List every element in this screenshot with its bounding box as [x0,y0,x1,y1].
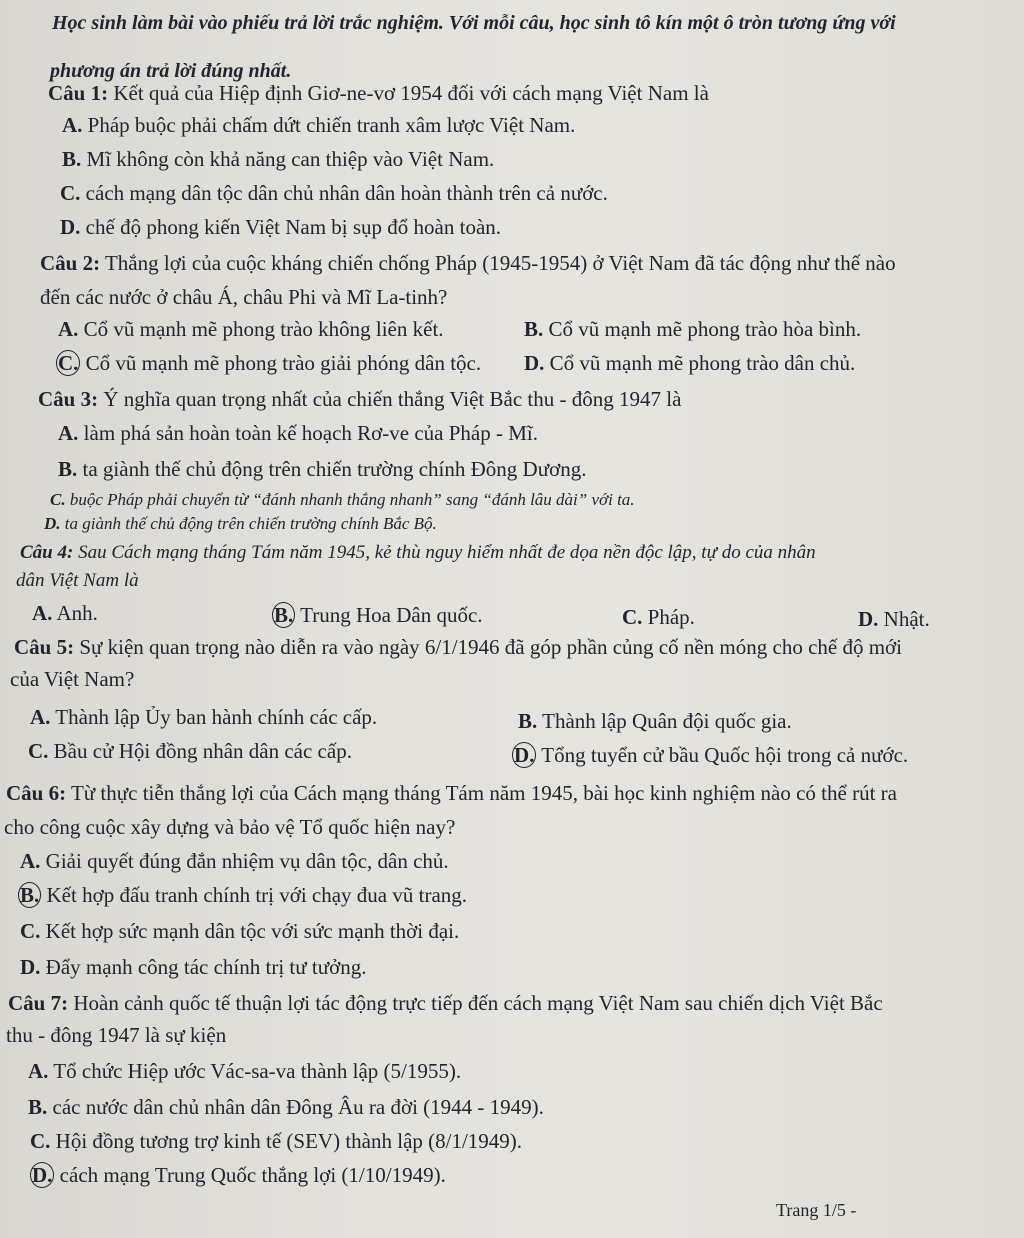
question-text: Ý nghĩa quan trọng nhất của chiến thắng Việt Bắc thu - đông 1947 là [98,387,682,411]
option-label: A. [58,421,79,445]
option-label: D. [20,955,41,979]
option-text: Pháp. [642,605,695,629]
option-label: C. [30,1129,51,1153]
option-label: C. [622,605,643,629]
option-text: Hội đồng tương trợ kinh tế (SEV) thành lập (8/1/1949). [50,1129,523,1153]
question-7-line-2: thu - đông 1947 là sự kiện [6,1023,227,1047]
question-2 [40,250,896,276]
option-label: C. [50,490,66,509]
option-label: A. [62,113,83,137]
question-1 [48,80,709,106]
option-label: B. [28,1095,48,1119]
option-text: Thành lập Ủy ban hành chính các cấp. [50,705,378,729]
option-label: A. [58,317,79,341]
option-label: B. [518,709,538,733]
option-text: cách mạng Trung Quốc thắng lợi (1/10/1949). [54,1163,446,1187]
option-6c [20,918,459,944]
question-7 [8,990,883,1016]
option-label: A. [30,705,51,729]
option-text: Thành lập Quân đội quốc gia. [537,709,792,733]
option-text: Trung Hoa Dân quốc. [295,603,483,627]
option-text: các nước dân chủ nhân dân Đông Âu ra đời (1944 - 1949). [47,1095,544,1119]
question-text: Kết quả của Hiệp định Giơ-ne-vơ 1954 đối với cách mạng Việt Nam là [108,81,709,105]
option-text: cách mạng dân tộc dân chủ nhân dân hoàn thành trên cả nước. [80,181,608,205]
question-number: Câu 2: [40,251,101,275]
option-label: C. [58,351,79,375]
option-label: A. [20,849,41,873]
option-label: D. [514,743,535,767]
option-3b [58,456,586,482]
option-3d [44,511,437,537]
option-2d [524,350,855,376]
option-text: Cổ vũ mạnh mẽ phong trào không liên kết. [78,317,444,341]
option-1d [60,214,501,240]
option-label: D. [32,1163,53,1187]
option-label: A. [28,1059,49,1083]
option-text: Anh. [52,601,98,625]
instructions-line-1: Học sinh làm bài vào phiếu trả lời trắc nghiệm. Với mỗi câu, học sinh tô kín một ô tròn tương ứng với [52,12,896,34]
option-6b [18,882,467,908]
option-text: chế độ phong kiến Việt Nam bị sụp đổ hoàn toàn. [80,215,502,239]
question-5 [14,634,902,660]
option-text: Nhật. [878,607,930,631]
option-5c [28,738,352,764]
option-text: ta giành thế chủ động trên chiến trường chính Bắc Bộ. [60,514,437,533]
option-label: D. [60,215,81,239]
option-label: B. [20,883,40,907]
option-text: ta giành thế chủ động trên chiến trường chính Đông Dương. [77,457,587,481]
option-label: C. [28,739,49,763]
option-label: D. [858,607,879,631]
question-text: Sự kiện quan trọng nào diễn ra vào ngày 6/1/1946 đã góp phần củng cố nền móng cho chế độ mới [74,635,902,659]
question-5-line-2: của Việt Nam? [10,667,135,691]
option-7b [28,1094,544,1120]
option-4b [272,602,483,628]
option-7a [28,1058,461,1084]
question-number: Câu 1: [48,81,109,105]
instructions-line-2: phương án trả lời đúng nhất. [50,60,292,82]
option-text: Giải quyết đúng đắn nhiệm vụ dân tộc, dân chủ. [40,849,449,873]
option-text: Đẩy mạnh công tác chính trị tư tưởng. [40,955,367,979]
option-label: C. [20,919,41,943]
question-text: Từ thực tiễn thắng lợi của Cách mạng tháng Tám năm 1945, bài học kinh nghiệm nào có thể rút ra [66,781,897,805]
option-text: Kết hợp đấu tranh chính trị với chạy đua vũ trang. [41,883,468,907]
option-1b [62,146,494,172]
question-2-line-2: đến các nước ở châu Á, châu Phi và Mĩ La-tinh? [40,285,448,309]
question-6-line-2: cho công cuộc xây dựng và bảo vệ Tổ quốc hiện nay? [4,815,456,839]
option-3c [50,487,635,513]
question-number: Câu 5: [14,635,75,659]
question-text: Thắng lợi của cuộc kháng chiến chống Pháp (1945-1954) ở Việt Nam đã tác động như thế nào [100,251,896,275]
option-3a [58,420,538,446]
option-label: B. [58,457,78,481]
option-text: Cổ vũ mạnh mẽ phong trào dân chủ. [544,351,856,375]
question-6 [6,780,897,806]
option-4d [858,606,930,632]
option-6d [20,954,366,980]
option-2b [524,316,861,342]
question-3 [38,386,681,412]
option-1c [60,180,608,206]
option-text: Cổ vũ mạnh mẽ phong trào giải phóng dân tộc. [80,351,482,375]
question-number: Câu 6: [6,781,67,805]
option-text: buộc Pháp phải chuyển từ “đánh nhanh thắng nhanh” sang “đánh lâu dài” với ta. [65,490,635,509]
option-label: B. [274,603,294,627]
option-7c [30,1128,522,1154]
option-text: Tổ chức Hiệp ước Vác-sa-va thành lập (5/1955). [48,1059,462,1083]
option-5b [518,708,792,734]
option-text: làm phá sản hoàn toàn kế hoạch Rơ-ve của Pháp - Mĩ. [78,421,538,445]
option-text: Bầu cử Hội đồng nhân dân các cấp. [48,739,352,763]
option-label: B. [524,317,544,341]
option-2a [58,316,444,342]
option-text: Tổng tuyển cử bầu Quốc hội trong cả nước. [536,743,909,767]
option-6a [20,848,449,874]
option-4c [622,604,695,630]
question-number: Câu 7: [8,991,69,1015]
page-number: Trang 1/5 - [776,1200,857,1220]
question-number: Câu 3: [38,387,99,411]
option-4a [32,600,98,626]
option-7d [30,1162,446,1188]
option-1a [62,112,575,138]
question-4 [20,540,816,566]
option-label: D. [524,351,545,375]
question-4-line-2: dân Việt Nam là [16,570,139,591]
question-number: Câu 4: [20,542,74,563]
option-text: Kết hợp sức mạnh dân tộc với sức mạnh thời đại. [40,919,460,943]
option-label: A. [32,601,53,625]
option-text: Mĩ không còn khả năng can thiệp vào Việt Nam. [81,147,495,171]
option-label: D. [44,514,61,533]
option-text: Cổ vũ mạnh mẽ phong trào hòa bình. [543,317,862,341]
option-label: C. [60,181,81,205]
question-text: Sau Cách mạng tháng Tám năm 1945, kẻ thù nguy hiểm nhất đe dọa nền độc lập, tự do của nhân [73,542,816,563]
question-text: Hoàn cảnh quốc tế thuận lợi tác động trực tiếp đến cách mạng Việt Nam sau chiến dịch Việt Bắc [68,991,883,1015]
option-5a [30,704,377,730]
option-5d [512,742,908,768]
option-text: Pháp buộc phải chấm dứt chiến tranh xâm lược Việt Nam. [82,113,576,137]
option-label: B. [62,147,82,171]
option-2c [56,350,481,376]
